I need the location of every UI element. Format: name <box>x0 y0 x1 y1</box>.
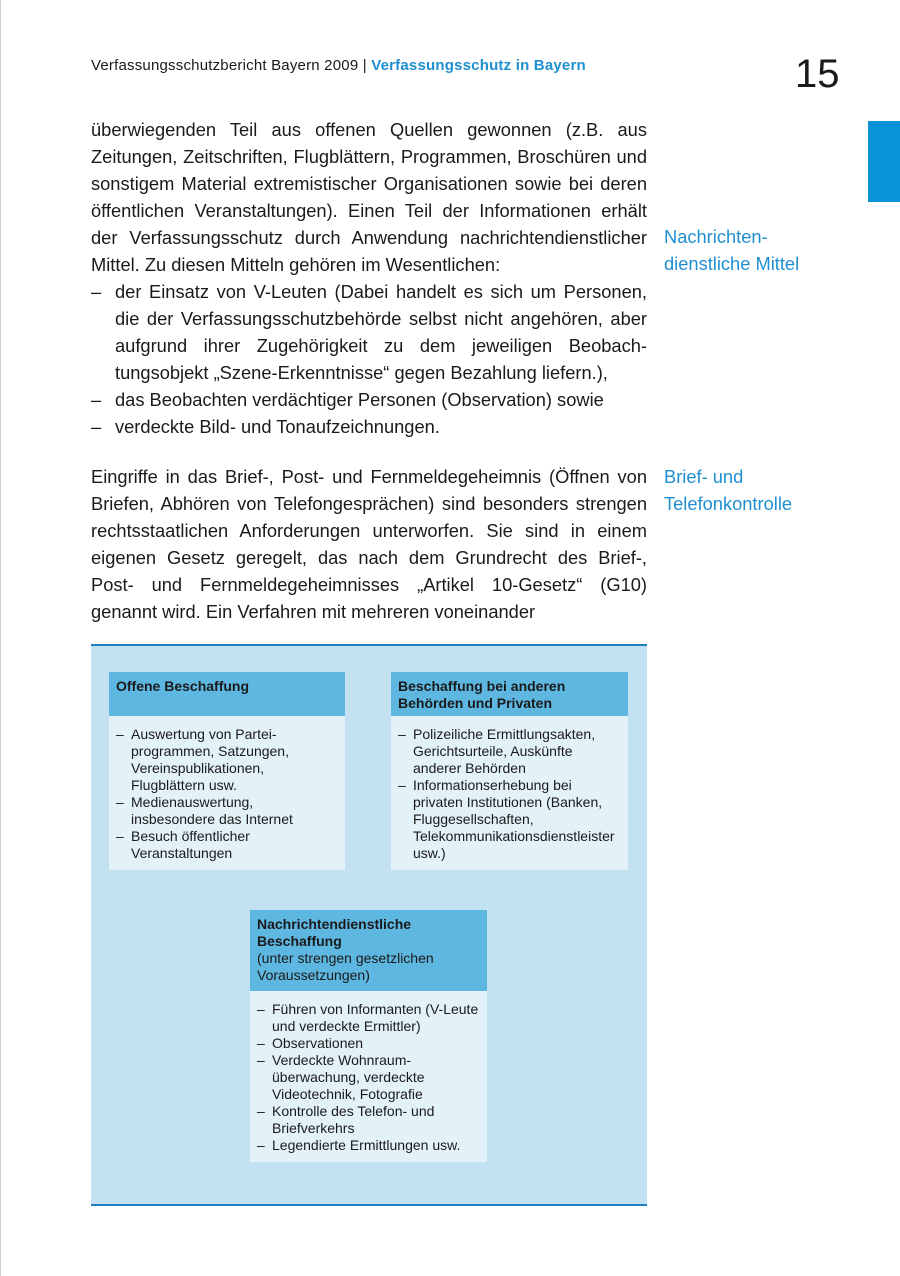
list-item: – Auswertung von Parteiprogrammen, Satzungen, Vereinspublikationen, Flugblättern usw. <box>116 726 289 793</box>
box-header: Offene Beschaffung <box>109 672 345 716</box>
paragraph-intro: überwiegenden Teil aus offenen Quellen gewonnen (z.B. aus Zeitungen, Zeitschriften, Flugblättern, Programmen, Broschüren und sonstigem Material extremistischer Organisationen sowie bei deren öffentlichen Veranstaltungen). Einen Teil der Informationen erhält der Verfassungsschutz durch Anwendung nachrichtendienstlicher Mittel. Zu diesen Mitteln gehören im Wesentlichen: <box>91 119 647 275</box>
margin-note-mail-phone-control: Brief- und Telefonkontrolle <box>664 466 793 514</box>
running-header <box>91 57 586 74</box>
box-content <box>109 716 345 870</box>
list-item: – Kontrolle des Telefon- und Briefverkehrs <box>257 1103 435 1136</box>
list-item: – Polizeiliche Ermittlungsakten, Gerichtsurteile, Auskünfte anderer Behörden <box>398 726 596 776</box>
list-item: – das Beobachten verdächtiger Personen (Observation) sowie <box>91 386 647 413</box>
page-number: 15 <box>795 52 840 96</box>
box-open-procurement <box>109 672 345 870</box>
header-separator: | <box>362 57 367 74</box>
list-item: – Informationserhebung bei privaten Institutionen (Banken, Fluggesellschaften, Telekommunikationsdienstleister usw.) <box>398 777 615 861</box>
report-title: Verfassungsschutzbericht Bayern 2009 <box>91 57 359 74</box>
list-item: – verdeckte Bild- und Tonaufzeichnungen. <box>91 413 647 440</box>
list-item: – Observationen <box>257 1035 364 1051</box>
list-item: – der Einsatz von V-Leuten (Dabei handelt es sich um Personen, die der Verfassungsschutzbehörde selbst nicht angehören, aber aufgrund ihrer Zugehörigkeit zu dem jeweiligen Beobachtungsobjekt „Szene-Erkenntnisse“ gegen Bezahlung liefern.), <box>91 278 647 386</box>
chapter-tab-marker <box>868 121 900 202</box>
dash: – <box>91 389 102 410</box>
page-edge <box>0 0 1 1276</box>
box-header: Nachrichtendienstliche Beschaffung (unter strengen gesetzlichen Voraussetzungen) <box>250 910 487 991</box>
box-content <box>250 991 487 1162</box>
list-item: – Legendierte Ermittlungen usw. <box>257 1137 461 1153</box>
list-item: – Verdeckte Wohnraumüberwachung, verdeckte Videotechnik, Fotografie <box>257 1052 425 1102</box>
box-other-authorities <box>391 672 628 870</box>
box-content <box>391 716 628 870</box>
list-item: – Führen von Informanten (V-Leute und verdeckte Ermittler) <box>257 1001 479 1034</box>
box-intelligence-procurement <box>250 910 487 1162</box>
dash: – <box>91 416 102 437</box>
means-list <box>91 278 647 440</box>
procurement-diagram <box>91 644 647 1206</box>
section-title: Verfassungsschutz in Bayern <box>371 57 586 74</box>
list-item: – Besuch öffentlicher Veranstaltungen <box>116 828 250 861</box>
paragraph-sources <box>91 116 647 440</box>
box-header: Beschaffung bei anderen Behörden und Privaten <box>391 672 628 716</box>
list-item: – Medienauswertung, insbesondere das Internet <box>116 794 293 827</box>
margin-note-intelligence-means: Nachrichten- dienstliche Mittel <box>664 226 800 274</box>
paragraph-g10: Eingriffe in das Brief-, Post- und Fernmeldegeheimnis (Öffnen von Briefen, Abhören von Telefongesprächen) sind besonders strengen rechtsstaatlichen Anforderungen unterworfen. Sie sind in einem eigenen Gesetz geregelt, das nach dem Grundrecht des Brief-, Post- und Fernmeldegeheimnisses „Artikel 10-Gesetz“ (G10) genannt wird. Ein Verfahren mit mehreren voneinander <box>91 466 647 622</box>
dash: – <box>91 281 102 302</box>
